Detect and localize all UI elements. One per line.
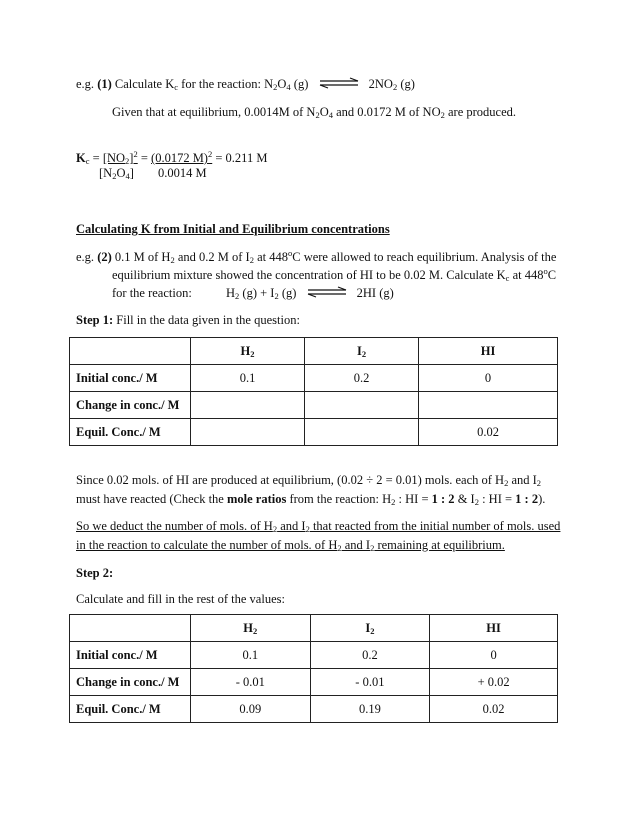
header-h: H [243,620,254,635]
row-label-initial: Initial conc./ M [70,365,191,392]
subscript: 2 [370,625,375,636]
paragraph-text: & I [454,492,475,506]
subscript: 4 [125,171,130,181]
example2-text: for the reaction: [112,286,192,300]
kc-denominator-value [158,165,207,181]
row-label-change: Change in conc./ M [70,669,191,696]
reactant-h: H [226,286,236,300]
table-cell: 0.2 [305,365,419,392]
step-label: Step 2: [76,566,114,580]
step2-label-line [76,565,113,581]
paragraph-text: that reacted from the initial number of mols. used [309,519,561,533]
subscript: 2 [125,156,130,166]
numerator-close: ] [129,151,134,165]
example2-text: C were allowed to reach equilibrium. Analysis of the [292,250,557,264]
example-prefix: e.g. [76,77,95,91]
given-o: O [319,105,329,119]
deduce-line2 [76,537,505,553]
kc-equation-numerator [76,150,267,166]
superscript: 2 [133,149,138,159]
column-header-h2 [191,615,311,642]
example2-text: at 448 [509,268,544,282]
example2-text: equilibrium mixture showed the concentration of HI to be 0.02 M. Calculate K [112,268,506,282]
row-label-change: Change in conc./ M [70,392,191,419]
paragraph-text: So we deduct the number of mols. of H [76,519,273,533]
ratio-bold: 1 : 2 [431,492,455,506]
example1-line [76,76,415,92]
subscript: 2 [536,478,542,488]
subscript: 2 [253,625,258,636]
subscript: 2 [474,497,479,507]
row-label-equil: Equil. Conc./ M [70,696,191,723]
step-text: Calculate and fill in the rest of the values: [76,592,285,606]
table-cell [191,419,305,446]
kc-equation-denominator [99,165,134,181]
paragraph-text: in the reaction to calculate the number of mols. of H [76,538,338,552]
reaction-equation [226,285,394,301]
subscript: c [505,273,510,283]
example2-text: at 448 [253,250,288,264]
subscript: 2 [112,171,117,181]
paragraph-text: must have reacted (Check the [76,492,227,506]
example2-text: and 0.2 M of I [174,250,250,264]
table-cell: 0 [430,642,558,669]
denominator: [N [99,166,113,180]
ratio-bold: 1 : 2 [515,492,539,506]
equals: = [89,151,103,165]
step-text: Fill in the data given in the question: [113,313,300,327]
given-text-c: are produced. [444,105,517,119]
example2-line2 [112,267,556,283]
column-header-i2 [310,615,430,642]
example1-text: Calculate K [114,77,175,91]
table-cell: 0 [419,365,558,392]
numerator: [NO [102,151,126,165]
table-cell: 0.09 [191,696,311,723]
paragraph-text: and I [508,473,537,487]
mole-ratios-bold: mole ratios [226,492,287,506]
subscript: 2 [250,348,255,359]
kc-subscript: c [174,82,179,92]
subscript: 2 [504,478,509,488]
denominator-o: O [116,166,126,180]
subscript: 2 [235,291,240,301]
reactant-phase: (g) [290,77,309,91]
table-cell: 0.02 [419,419,558,446]
table-row [70,642,558,669]
section-heading [76,221,390,237]
since-line2 [76,491,545,507]
table-row [70,696,558,723]
table-cell: + 0.02 [430,669,558,696]
example-number: (1) [97,77,112,91]
paragraph-text: Since 0.02 mols. of HI are produced at equilibrium, (0.02 ÷ 2 = 0.01) mols. each of H [76,473,505,487]
subscript: 4 [328,110,333,120]
given-text: Given that at equilibrium, 0.0014M of N [112,105,316,119]
subscript: 4 [286,82,291,92]
table-corner-cell [70,338,191,365]
denominator-close: ] [129,166,134,180]
heading-text: Calculating K from Initial and Equilibrium concentrations [76,222,390,236]
degree-superscript: o [543,266,548,276]
reactant-i: (g) + I [239,286,275,300]
header-h: H [240,343,251,358]
subscript: 2 [391,497,396,507]
paragraph-text: : HI = [478,492,516,506]
reactant-phase: (g) [278,286,297,300]
subscript: 2 [272,524,278,534]
column-header-hi: HI [419,338,558,365]
table-cell: 0.2 [310,642,430,669]
equilibrium-arrows-icon [318,77,360,89]
kc-symbol: K [76,151,86,165]
numerator-value: (0.0172 M) [151,151,208,165]
paragraph-text: ). [538,492,546,506]
table-header-row [70,338,558,365]
paragraph-text: and I [341,538,371,552]
example-prefix: e.g. [76,250,95,264]
subscript: 2 [249,255,254,265]
product-phase: (g) [397,77,415,91]
step-label: Step 1: [76,313,114,327]
column-header-i2 [305,338,419,365]
product: 2NO [368,77,393,91]
table-cell: 0.02 [430,696,558,723]
superscript: 2 [207,149,213,159]
subscript: 2 [305,524,310,534]
degree-superscript: o [287,248,293,258]
subscript: c [85,156,90,166]
paragraph-text: : HI = [395,492,432,506]
header-i: I [365,620,371,635]
since-line1 [76,472,541,488]
denominator-value: 0.0014 M [158,166,207,180]
table-cell [419,392,558,419]
reactant-o: O [277,77,287,91]
table-row [70,392,558,419]
subscript: 2 [440,110,445,120]
equilibrium-arrows-icon [306,286,348,298]
table-cell: - 0.01 [310,669,430,696]
equals: = [137,151,152,165]
table-row [70,419,558,446]
subscript: 2 [170,255,175,265]
deduce-line1 [76,518,560,534]
example2-text: 0.1 M of H [111,250,171,264]
kc-result: = 0.211 M [212,151,268,165]
example2-line3 [112,285,192,301]
ice-table-1 [69,337,558,446]
table-cell: 0.1 [191,642,311,669]
header-i: I [356,343,362,358]
column-header-hi: HI [430,615,558,642]
table-header-row [70,615,558,642]
ice-table-2 [69,614,558,723]
paragraph-text: remaining at equilibrium. [374,538,505,552]
given-line [112,104,516,120]
subscript: 2 [337,543,342,553]
table-cell: 0.19 [310,696,430,723]
example-number: (2) [97,250,112,264]
table-row [70,365,558,392]
paragraph-text: from the reaction: H [286,492,392,506]
step1-line [76,312,300,328]
example1-text-b: for the reaction: N [178,77,274,91]
paragraph-text: and I [277,519,306,533]
row-label-initial: Initial conc./ M [70,642,191,669]
subscript: 2 [392,82,398,92]
table-cell: - 0.01 [191,669,311,696]
table-row [70,669,558,696]
subscript: 2 [315,110,320,120]
table-cell: 0.1 [191,365,305,392]
table-cell [191,392,305,419]
given-text-b: and 0.0172 M of NO [332,105,441,119]
step2-text-line [76,591,285,607]
subscript: 2 [361,348,367,359]
example2-line1 [76,249,556,265]
row-label-equil: Equil. Conc./ M [70,419,191,446]
subscript: 2 [370,543,375,553]
subscript: 2 [273,82,278,92]
table-cell [305,392,419,419]
table-cell [305,419,419,446]
example2-text: C [547,268,557,282]
subscript: 2 [274,291,279,301]
product: 2HI (g) [356,286,394,300]
table-corner-cell [70,615,191,642]
column-header-h2 [191,338,305,365]
